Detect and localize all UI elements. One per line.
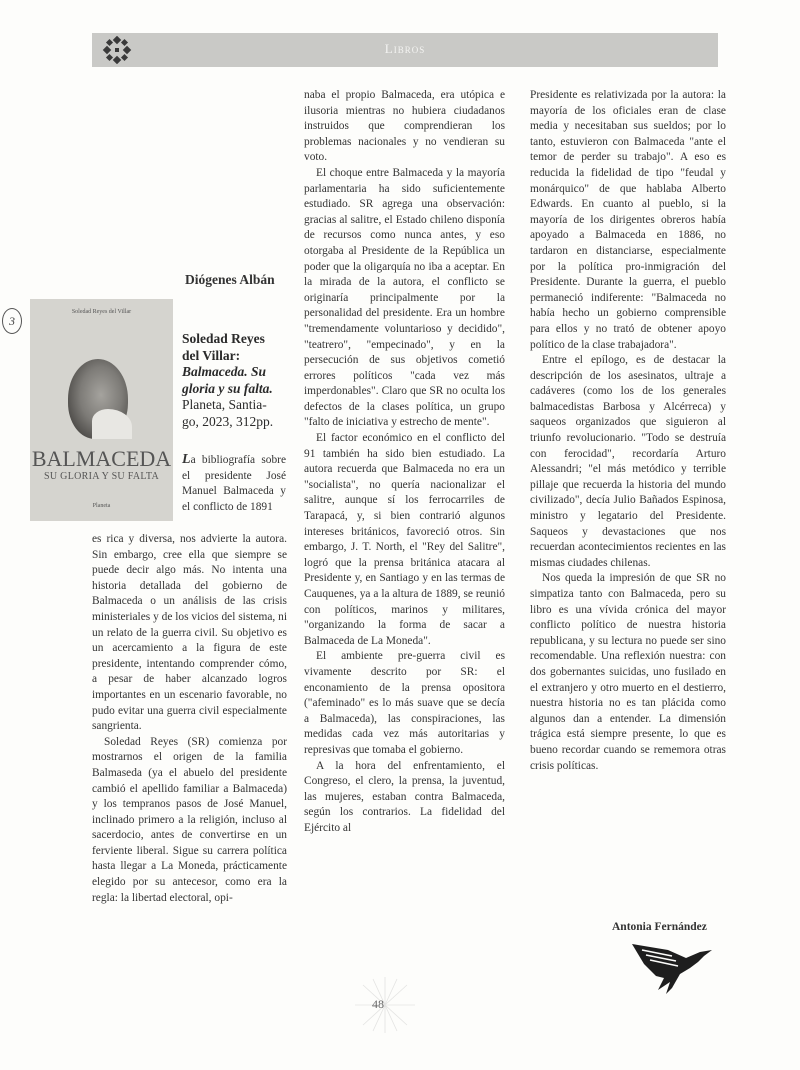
paragraph: El ambiente pre-guerra civil es vivamente descrito por SR: el enconamiento de la prensa opositora ("afeminado" es lo más suave que se decía a Balmaceda), las conspiraciones, las medidas cada vez más autoritarias y represivas que tomaba el gobierno.: [304, 650, 505, 756]
handwritten-margin-note: 3: [2, 308, 22, 334]
column-3: [530, 88, 726, 774]
review-signature: Antonia Fernández: [612, 921, 707, 933]
cover-author: Soledad Reyes del Villar: [71, 309, 132, 315]
book-cover-image: [30, 299, 173, 521]
section-header-bar: [92, 33, 718, 67]
paragraph: Nos queda la impresión de que SR no simpatiza tanto con Balmaceda, pero su libro es una vívida crónica del mayor conflicto político de nuestra historia republicana, y su lectura no puede ser sino recomendable. Una reflexión nuestra: con dos gobernantes suicidas, uno fusilado en el extranjero y otro muerto en el destierro, nuestra historia no es tan plácida como algunos dan a entender. La dimensión trágica está siempre presente, lo que es bueno recordar cuando se rememora otras crisis políticas.: [530, 572, 726, 772]
column-1: [92, 532, 287, 906]
cover-title: BALMACEDA: [31, 446, 172, 471]
paragraph: es rica y diversa, nos advierte la autora. Sin embargo, cree ella que siempre se puede decir algo más. No intenta una historia detallada del gobierno de Balmaceda o un análisis de las crisis ministeriales y de los vicios del sistema, ni un relato de la guerra civil. Su objetivo es un acercamiento a la figura de este presidente, intentando comprender cómo, a pesar de haber alcanzado logros importantes en un escenario favorable, no pudo evitar una guerra civil especialmente sangrienta.: [92, 533, 287, 733]
paragraph: El choque entre Balmaceda y la mayoría parlamentaria ha sido suficientemente estudiado. SR agrega una observación: gracias al salitre, el Estado chileno disponía de recursos como nunca antes, y eso otorgaba al Presidente de la República un poder que la oligarquía no iba a aceptar. En la mirada de la autora, el conflicto se originaría principalmente por la personalidad del presidente. Era un hombre "tremendamente voluntarioso y decidido", "teatrero", "empecinado", y en la persecución de sus objetivos cometió errores políticos "cada vez más imperdonables". Claro que SR no oculta los defectos de la clases política, un grupo "falto de iniciativa y estrecho de mente".: [304, 166, 505, 429]
paragraph-lead-text: a bibliografía sobre el presidente José Manuel Balmaceda y el conflicto de 1891: [182, 454, 286, 513]
book-author-line: del Villar:: [182, 347, 241, 363]
section-title: Libros: [384, 41, 426, 56]
book-author-line: Soledad Reyes: [182, 331, 265, 346]
cover-publisher: Planeta: [92, 503, 111, 509]
page-number: 48: [372, 997, 384, 1011]
review-author: Diógenes Albán: [185, 272, 275, 287]
paragraph: Entre el epílogo, es de destacar la descripción de los asesinatos, ultraje a cadáveres (como los de los generales balmacedistas Barbosa y Alcérreca) y saqueos organizados que siguieron al triunfo revolucionario. "Todo se destruía con ferocidad", recordaría Arturo Alessandri; "el más metódico y terrible pillaje que recuerda la historia del mundo civilizado", decía Julio Bañados Espinosa, ministro y legatario del Presidente. Saqueos y devastaciones que nos recuerdan acontecimientos recientes en las mismas ciudades chilenas.: [530, 354, 726, 569]
paragraph: El factor económico en el conflicto del 91 también ha sido bien estudiado. La autora recuerda que Balmaceda no era un "socialista", no quería nacionalizar el salitre, aunque sí los ferrocarriles de Tarapacá, y, si bien contrarió algunos intereses británicos, favoreció otros. Sin embargo, J. T. North, el "Rey del Salitre", logró que la prensa británica atacara al Presidente y, en Santiago y en las termas de Cauquenes, ya a la altura de 1889, se reunió con políticos, marinos y militares, "organizando la forma de sacar a Balmaceda de La Moneda".: [304, 432, 505, 647]
book-title-line: gloria y su falta.: [182, 380, 273, 396]
column-1-top: [182, 452, 286, 515]
column-2: [304, 88, 505, 837]
cover-subtitle: SU GLORIA Y SU FALTA: [43, 471, 160, 482]
book-info: [182, 331, 294, 430]
drop-cap: L: [182, 452, 191, 467]
book-title-line: Balmaceda. Su: [182, 364, 267, 379]
bird-logo-icon: [628, 938, 718, 996]
book-publication-line: Planeta, Santia-: [182, 397, 267, 412]
paragraph: Presidente es relativizada por la autora: la mayoría de los oficiales eran de clase media y necesitaban sus sueldos; por lo tanto, estuvieron con Balmaceda "ante el temor de perder su trabajo". A eso es reducida la fidelidad de tipo "feudal y monárquico" de que hablaba Alberto Edwards. En cuanto al pueblo, si la mayoría de los dirigentes obreros había apoyado a Balmaceda en 1886, no tardaron en distanciarse, especialmente por la política pro-inmigración del Presidente. Durante la guerra, el pueblo permaneció indiferente: "Balmaceda no había hecho un gobierno comprensible para ellos y no trató de obtener apoyo político de la clase trabajadora".: [530, 89, 726, 351]
book-publication-line: go, 2023, 312pp.: [182, 413, 274, 429]
page-ornament-icon: [345, 975, 425, 1035]
paragraph: naba el propio Balmaceda, era utópica e ilusoria mientras no hubiera ciudadanos instruidos que comprendieran los problemas nacionales y no vendieran su voto.: [304, 89, 505, 164]
paragraph: A la hora del enfrentamiento, el Congreso, el clero, la prensa, la juventud, las mujeres, estaban contra Balmaceda, según los contrarios. La fidelidad del Ejército al: [304, 759, 505, 834]
paragraph: Soledad Reyes (SR) comienza por mostrarnos el origen de la familia Balmaseda (ya el abuelo del presidente cambió el apellido familiar a Balmaceda) y los tempranos pasos de José Manuel, inclinado primero a la religión, incluso al sacerdocio, antes de convertirse en un ferviente liberal. Sigue su carrera política hasta llegar a La Moneda, prácticamente elegido por su antecesor, como era la regla: la libertad electoral, opi-: [92, 735, 287, 904]
paragraph-lead: [182, 452, 286, 515]
